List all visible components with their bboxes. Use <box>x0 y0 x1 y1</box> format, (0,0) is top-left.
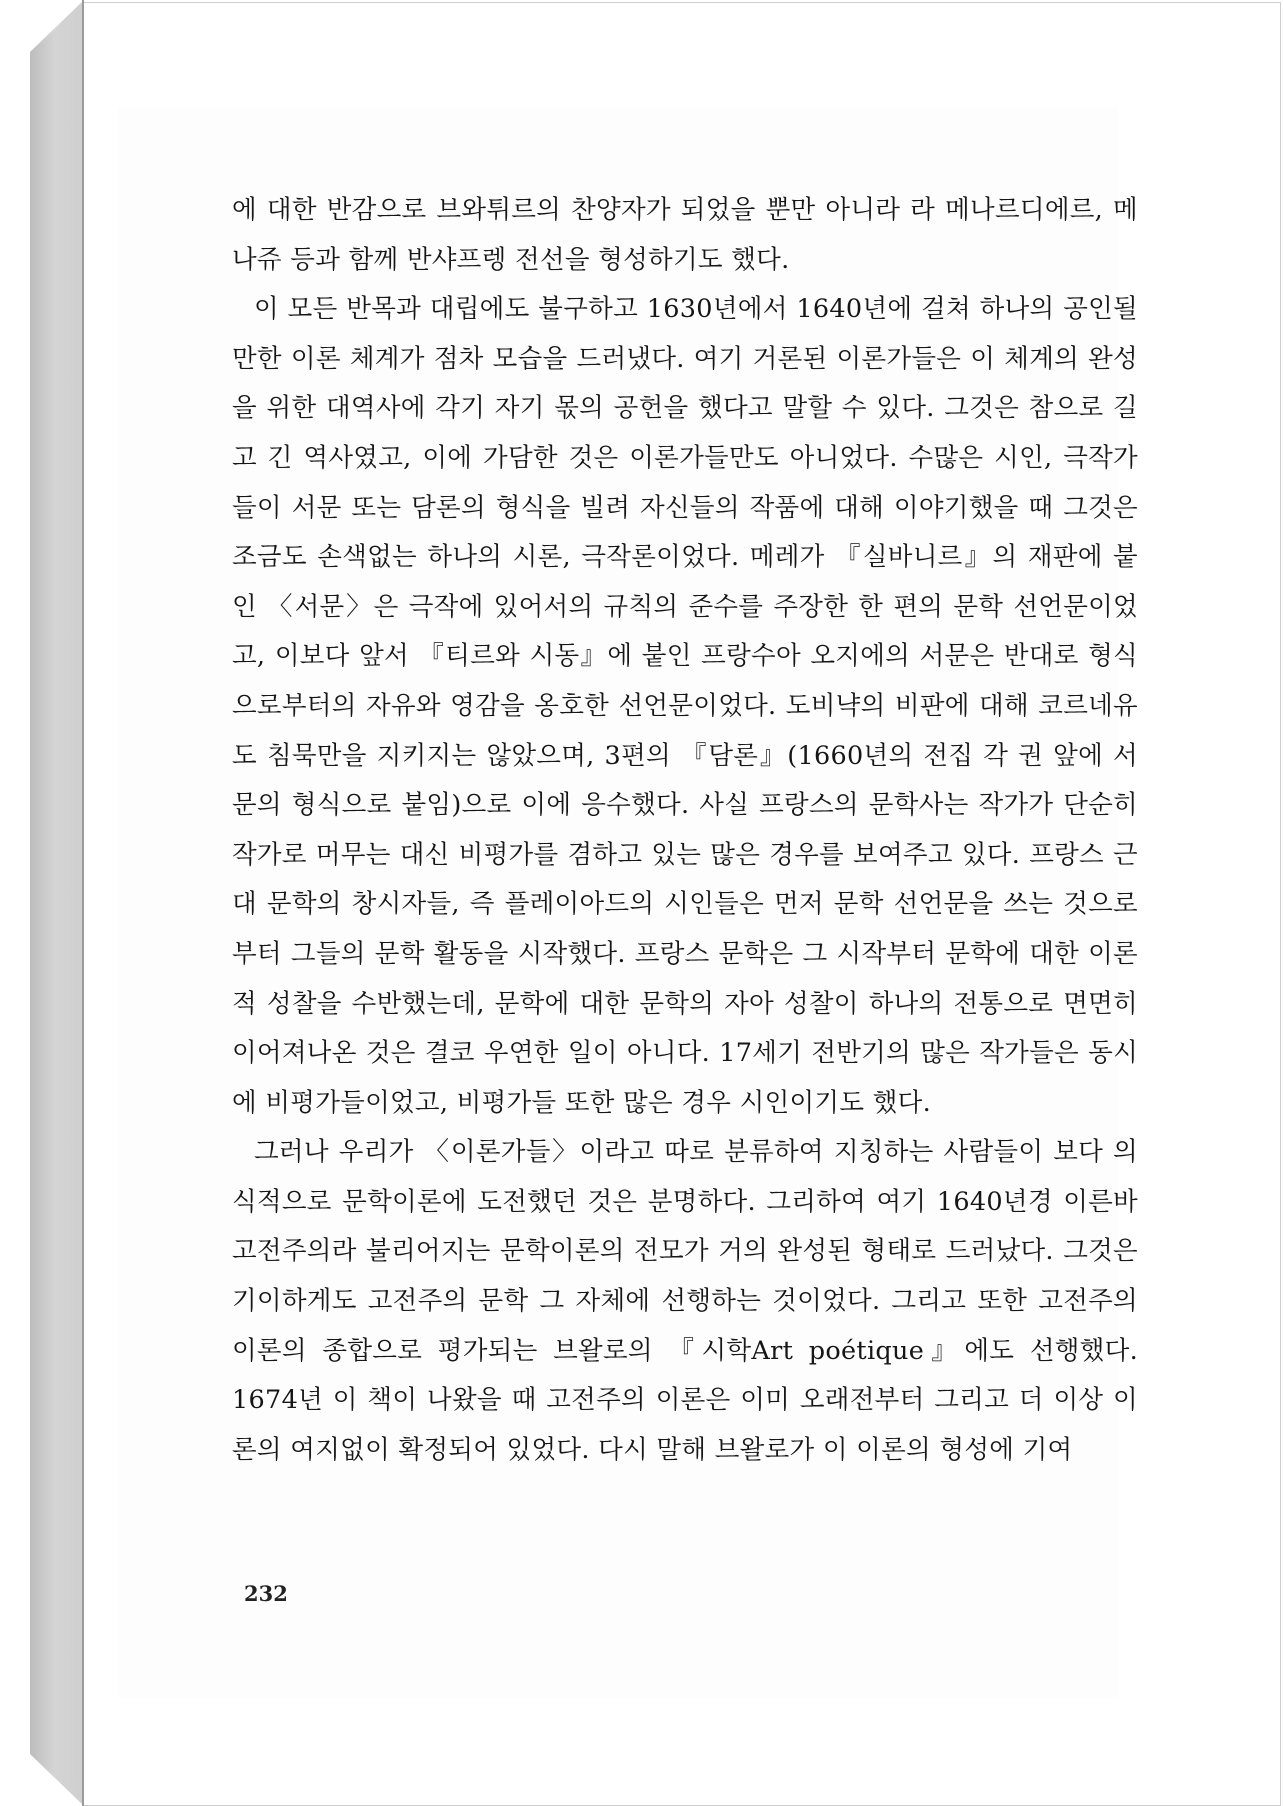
paragraph-2: 이 모든 반목과 대립에도 불구하고 1630년에서 1640년에 걸쳐 하나의 공인될 만한 이론 체계가 점차 모습을 드러냈다. 여기 거론된 이론가들은 이 체계의 완성을 위한 대역사에 각기 자기 몫의 공헌을 했다고 말할 수 있다. 그것은 참으로 길고 긴 역사였고, 이에 가담한 것은 이론가들만도 아니었다. 수많은 시인, 극작가들이 서문 또는 담론의 형식을 빌려 자신들의 작품에 대해 이야기했을 때 그것은 조금도 손색없는 하나의 시론, 극작론이었다. 메레가 『실바니르』의 재판에 붙인 〈서문〉은 극작에 있어서의 규칙의 준수를 주장한 한 편의 문학 선언문이었고, 이보다 앞서 『티르와 시동』에 붙인 프랑수아 오지에의 서문은 반대로 형식으로부터의 자유와 영감을 옹호한 선언문이었다. 도비냑의 비판에 대해 코르네유도 침묵만을 지키지는 않았으며, 3편의 『담론』(1660년의 전집 각 권 앞에 서문의 형식으로 붙임)으로 이에 응수했다. 사실 프랑스의 문학사는 작가가 단순히 작가로 머무는 대신 비평가를 겸하고 있는 많은 경우를 보여주고 있다. 프랑스 근대 문학의 창시자들, 즉 플레이아드의 시인들은 먼저 문학 선언문을 쓰는 것으로부터 그들의 문학 활동을 시작했다. 프랑스 문학은 그 시작부터 문학에 대한 이론적 성찰을 수반했는데, 문학에 대한 문학의 자아 성찰이 하나의 전통으로 면면히 이어져나온 것은 결코 우연한 일이 아니다. 17세기 전반기의 많은 작가들은 동시에 비평가들이었고, 비평가들 또한 많은 경우 시인이기도 했다. <box>232 294 1138 1118</box>
book-spine <box>30 0 84 1806</box>
paragraph-1: 에 대한 반감으로 브와튀르의 찬양자가 되었을 뿐만 아니라 라 메나르디에르, 메나쥬 등과 함께 반샤프렝 전선을 형성하기도 했다. <box>232 195 1138 275</box>
page-number: 232 <box>244 1581 288 1606</box>
paragraph-3: 그러나 우리가 〈이론가들〉이라고 따로 분류하여 지칭하는 사람들이 보다 의식적으로 문학이론에 도전했던 것은 분명하다. 그리하여 여기 1640년경 이른바 고전주의라 불리어지는 문학이론의 전모가 거의 완성된 형태로 드러났다. 그것은 기이하게도 고전주의 문학 그 자체에 선행하는 것이었다. 그리고 또한 고전주의 이론의 종합으로 평가되는 브왈로의 『시학Art poétique』에도 선행했다. 1674년 이 책이 나왔을 때 고전주의 이론은 이미 오래전부터 그리고 더 이상 이론의 여지없이 확정되어 있었다. 다시 말해 브왈로가 이 이론의 형성에 기여 <box>232 1137 1138 1465</box>
body-text <box>232 186 1138 1475</box>
